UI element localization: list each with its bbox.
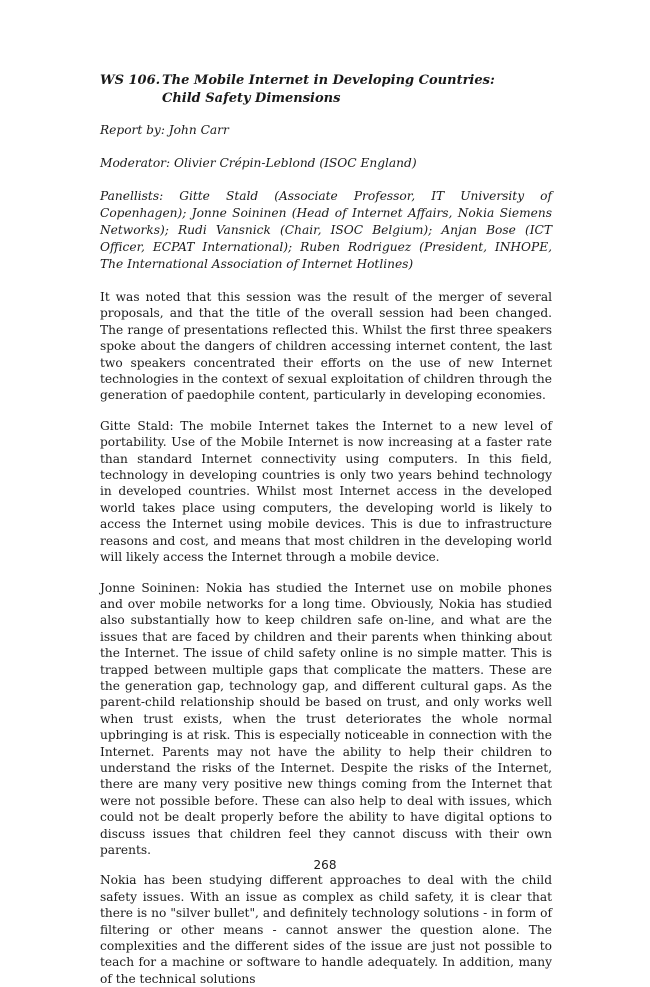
paragraph-jonne-soininen: Jonne Soininen: Nokia has studied the Internet use on mobile phones and over mobile networks for a long time. Obviously, Nokia has studied also substantially how to keep children safe on-line, and what are the issues that are faced by children and their parents when thinking about the Internet. The issue of child safety online is no simple matter. This is trapped between multiple gaps that complicate the matters. These are the generation gap, technology gap, and different cultural gaps. As the parent-child relationship should be based on trust, and only works well when trust exists, when the trust deteriorates the whole normal upbringing is at risk. This is especially noticeable in connection with the Internet. Parents may not have the ability to help their children to understand the risks of the Internet. Despite the risks of the Internet, there are many very positive new things coming from the Internet that were not possible before. These can also help to deal with issues, which could not be dealt properly before the ability to have digital options to discuss issues that children feel they cannot discuss with their own parents.: [100, 580, 552, 857]
session-title-line-2: Child Safety Dimensions: [162, 91, 341, 106]
session-number: WS 106.: [100, 73, 161, 88]
paragraph-intro: It was noted that this session was the result of the merger of several proposals, and that the title of the overall session had been changed. The range of presentations reflected this. Whilst the first three speakers spoke about the dangers of children accessing internet content, the last two speakers concentrated their efforts on the use of new Internet technologies in the context of sexual exploitation of children through the generation of paedophile content, particularly in developing economies.: [100, 290, 552, 403]
panellists: Panellists: Gitte Stald (Associate Professor, IT University of Copenhagen); Jonne Soininen (Head of Internet Affairs, Nokia Siemens Networks); Rudi Vansnick (Chair, ISOC Belgium); Anjan Bose (ICT Officer, ECPAT International); Ruben Rodriguez (President, INHOPE, The International Association of Internet Hotlines): [100, 189, 552, 271]
report-by: Report by: John Carr: [100, 123, 229, 137]
session-title: [162, 72, 552, 108]
session-header: [100, 72, 552, 108]
session-title-line-1: The Mobile Internet in Developing Countries:: [162, 73, 495, 88]
moderator: Moderator: Olivier Crépin-Leblond (ISOC England): [100, 156, 417, 170]
document-page: [100, 72, 552, 987]
page-number: 268: [313, 858, 337, 872]
paragraph-gitte-stald: Gitte Stald: The mobile Internet takes the Internet to a new level of portability. Use of the Mobile Internet is now increasing at a faster rate than standard Internet connectivity using computers. In this field, technology in developing countries is only two years behind technology in developed countries. Whilst most Internet access in the developed world takes place using computers, the developing world is likely to access the Internet using mobile devices. This is due to infrastructure reasons and cost, and means that most children in the developing world will likely access the Internet through a mobile device.: [100, 418, 552, 565]
paragraph-nokia-approaches: Nokia has been studying different approaches to deal with the child safety issues. With an issue as complex as child safety, it is clear that there is no "silver bullet", and definitely technology solutions - in form of filtering or other means - cannot answer the question alone. The complexities and the different sides of the issue are just not possible to teach for a machine or software to handle adequately. In addition, many of the technical solutions: [100, 873, 552, 986]
